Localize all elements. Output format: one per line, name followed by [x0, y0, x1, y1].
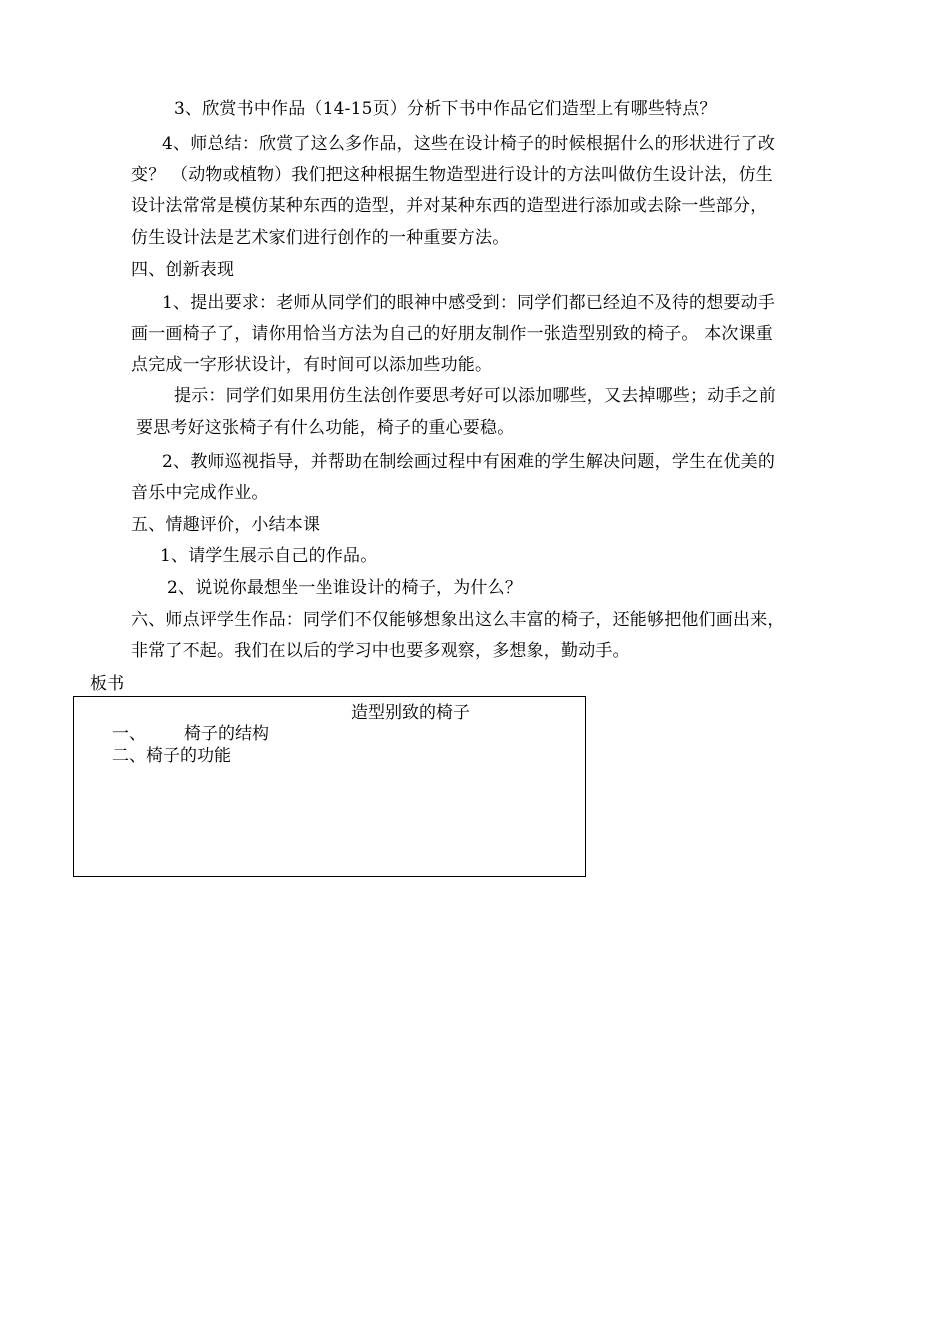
- text-line: 提示：同学们如果用仿生法创作要思考好可以添加哪些，又去掉哪些；动手之前: [174, 386, 776, 406]
- text-line: 设计法常常是模仿某种东西的造型，并对某种东西的造型进行添加或去除一些部分，: [131, 196, 768, 216]
- text-line: 要思考好这张椅子有什么功能，椅子的重心要稳。: [136, 418, 515, 438]
- section-heading: 六、师点评学生作品：同学们不仅能够想象出这么丰富的椅子，还能够把他们画出来，: [131, 610, 785, 630]
- section-heading: 四、创新表现: [131, 260, 235, 280]
- text-line: 变？ （动物或植物）我们把这种根据生物造型进行设计的方法叫做仿生设计法，仿生: [131, 165, 774, 185]
- text-line: 3、欣赏书中作品（14-15页）分析下书中作品它们造型上有哪些特点？: [174, 99, 717, 119]
- section-heading: 五、情趣评价，小结本课: [131, 515, 321, 535]
- board-label: 板书: [90, 674, 125, 694]
- text-line: 2、教师巡视指导，并帮助在制绘画过程中有困难的学生解决问题，学生在优美的: [162, 452, 776, 472]
- text-line: 1、请学生展示自己的作品。: [160, 546, 378, 566]
- blackboard-box: [73, 696, 586, 877]
- board-item-text: 椅子的结构: [184, 724, 269, 744]
- text-line: 2、说说你最想坐一坐谁设计的椅子，为什么？: [167, 578, 523, 598]
- text-line: 4、师总结：欣赏了这么多作品，这些在设计椅子的时候根据什么的形状进行了改: [162, 134, 776, 154]
- board-title: 造型别致的椅子: [351, 703, 470, 723]
- text-line: 仿生设计法是艺术家们进行创作的一种重要方法。: [131, 228, 510, 248]
- text-line: 点完成一字形状设计，有时间可以添加些功能。: [131, 355, 493, 375]
- text-line: 画一画椅子了，请你用恰当方法为自己的好朋友制作一张造型别致的椅子。 本次课重: [131, 324, 774, 344]
- board-item-number: 一、: [112, 724, 146, 744]
- text-line: 音乐中完成作业。: [131, 483, 269, 503]
- text-line: 非常了不起。我们在以后的学习中也要多观察，多想象，勤动手。: [131, 641, 630, 661]
- board-item: 二、椅子的功能: [112, 746, 231, 766]
- text-line: 1、提出要求：老师从同学们的眼神中感受到：同学们都已经迫不及待的想要动手: [162, 293, 776, 313]
